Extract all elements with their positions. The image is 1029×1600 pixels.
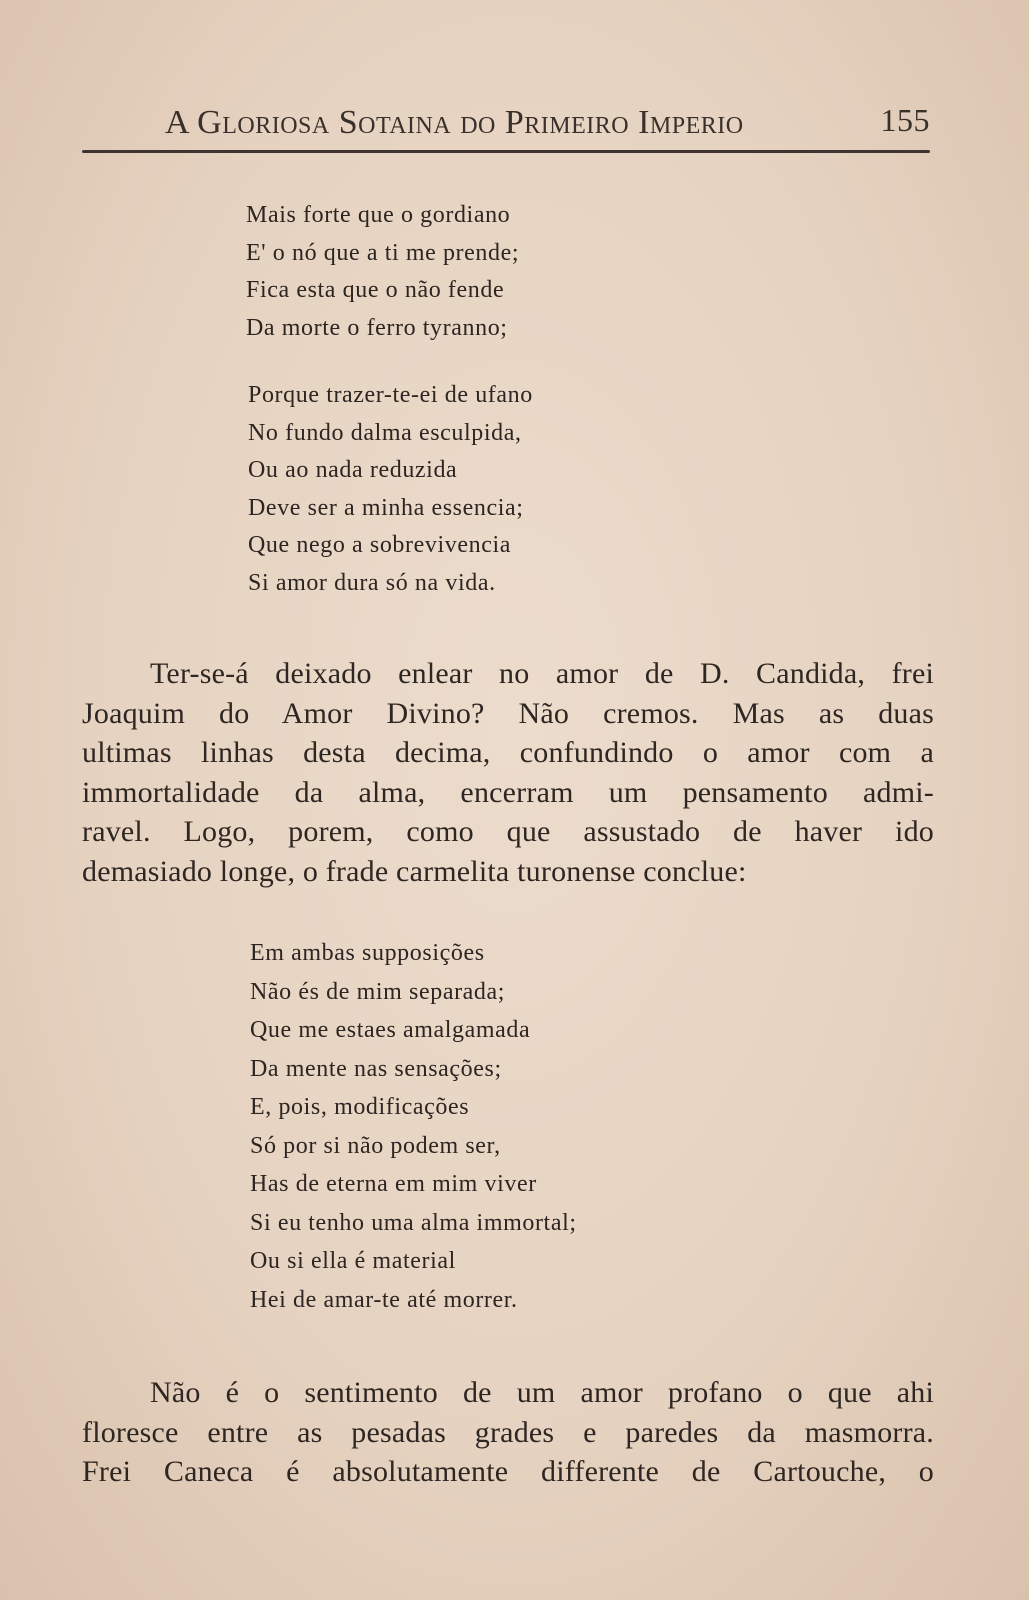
running-head	[165, 100, 930, 150]
prose-line: demasiado longe, o frade carmelita turonense conclue:	[82, 854, 747, 888]
verse-line: Si amor dura só na vida.	[248, 569, 496, 596]
verse-line: Porque trazer-te-ei de ufano	[248, 382, 533, 408]
prose-line: ravel. Logo, porem, como que assustado de haver ido	[82, 815, 934, 848]
header-rule	[82, 150, 930, 153]
prose-paragraph	[82, 1373, 934, 1492]
verse-line: Ou si ella é material	[250, 1248, 456, 1274]
verse-line: Da mente nas sensações;	[250, 1055, 502, 1082]
prose-line: immortalidade da alma, encerram um pensamento admi-	[82, 775, 934, 809]
verse-line: Da morte o ferro tyranno;	[246, 314, 508, 341]
prose-line: Joaquim do Amor Divino? Não cremos. Mas as duas	[82, 696, 934, 730]
verse-line: Mais forte que o gordiano	[246, 202, 511, 228]
verse-line: Em ambas supposições	[250, 940, 485, 966]
verse-stanza	[248, 377, 533, 602]
verse-line: E' o nó que a ti me prende;	[246, 239, 520, 266]
verse-line: No fundo dalma esculpida,	[248, 419, 522, 446]
prose-paragraph	[82, 654, 934, 891]
verse-line: E, pois, modificações	[250, 1094, 470, 1120]
prose-line: Frei Caneca é absolutamente differente de Cartouche, o	[82, 1455, 934, 1488]
prose-line: ultimas linhas desta decima, confundindo o amor com a	[82, 736, 934, 769]
prose-line: floresce entre as pesadas grades e paredes da masmorra.	[82, 1415, 934, 1449]
verse-line: Has de eterna em mim viver	[250, 1171, 537, 1197]
verse-line: Que nego a sobrevivencia	[248, 532, 511, 558]
verse-line: Deve ser a minha essencia;	[248, 494, 524, 521]
verse-line: Só por si não podem ser,	[250, 1132, 501, 1159]
running-title: A Gloriosa Sotaina do Primeiro Imperio	[165, 104, 744, 141]
verse-line: Hei de amar-te até morrer.	[250, 1286, 518, 1313]
verse-line: Si eu tenho uma alma immortal;	[250, 1209, 577, 1236]
page-number: 155	[880, 102, 930, 138]
prose-line: Não é o sentimento de um amor profano o que ahi	[150, 1376, 934, 1409]
verse-stanza	[246, 197, 519, 347]
verse-line: Ou ao nada reduzida	[248, 457, 458, 483]
verse-line: Não és de mim separada;	[250, 978, 506, 1005]
verse-stanza	[250, 934, 577, 1319]
verse-line: Fica esta que o não fende	[246, 277, 505, 303]
prose-line: Ter-se-á deixado enlear no amor de D. Candida, frei	[150, 657, 934, 690]
verse-line: Que me estaes amalgamada	[250, 1017, 531, 1043]
